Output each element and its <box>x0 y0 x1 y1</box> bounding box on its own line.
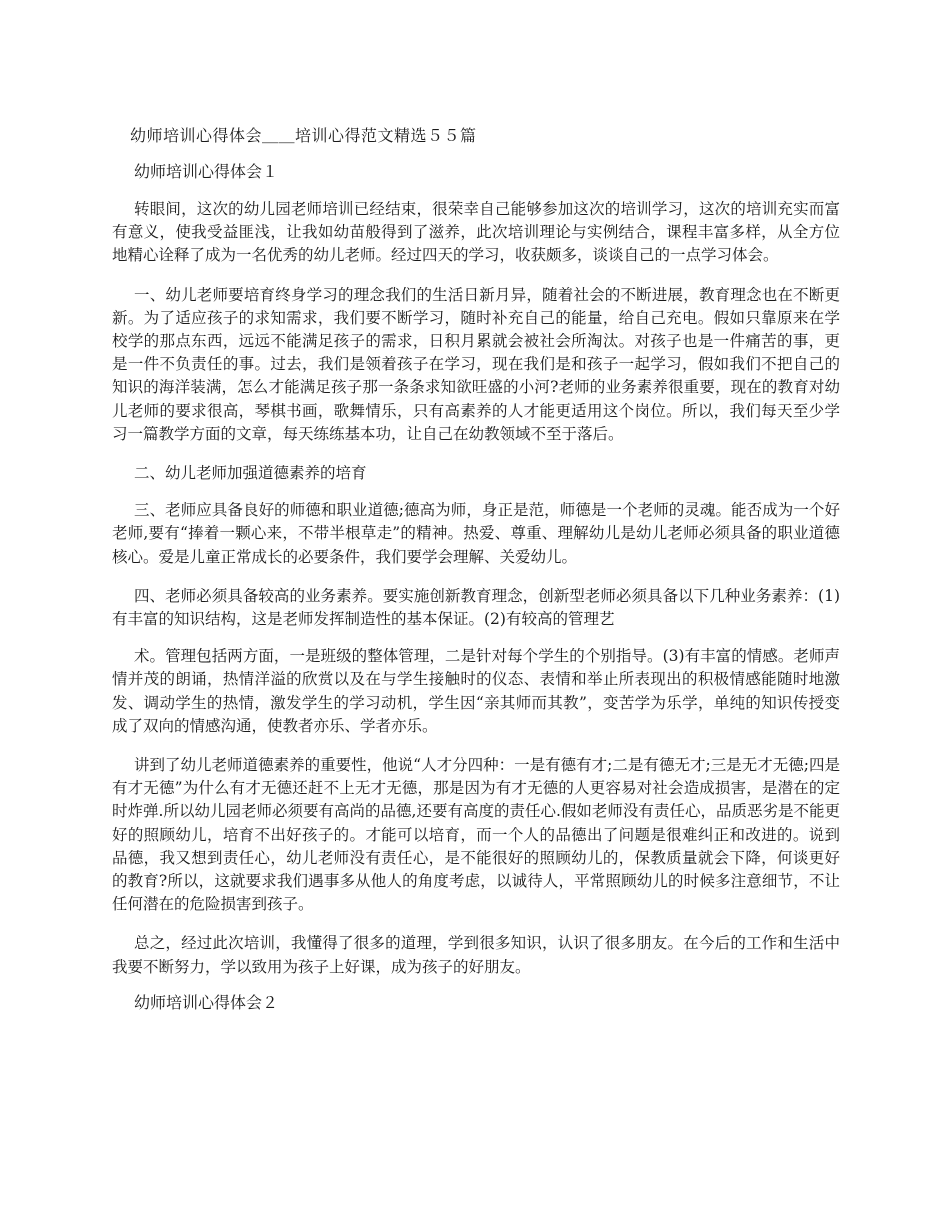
paragraph-point-2: 二、幼儿老师加强道德素养的培育 <box>134 464 367 483</box>
paragraph-conclusion: 总之，经过此次培训，我懂得了很多的道理，学到很多知识，认识了很多朋友。在今后的工作和生活中我要不断努力，学以致用为孩子上好课，成为孩子的好朋友。 <box>112 934 840 976</box>
section-heading-2: 幼师培训心得体会２ <box>134 992 279 1012</box>
document-title: 幼师培训心得体会＿＿培训心得范文精选５５篇 <box>130 126 477 145</box>
paragraph-point-4: 四、老师必须具备较高的业务素养。要实施创新教育理念，创新型老师必须具备以下几种业务素养：(1)有丰富的知识结构，这是老师发挥制造性的基本保证。(2)有较高的管理艺 <box>112 586 840 629</box>
paragraph-point-1: 一、幼儿老师要培育终身学习的理念我们的生活日新月异，随着社会的不断进展，教育理念也在不断更新。为了适应孩子的求知需求，我们要不断学习，随时补充自己的能量，给自己充电。假如只靠原来在学校学的那点东西，远远不能满足孩子的需求，日积月累就会被社会所淘汰。对孩子也是一件痛苦的事，更是一件不负责任的事。过去，我们是领着孩子在学习，现在我们是和孩子一起学习，假如我们不把自己的知识的海洋装满，怎么才能满足孩子那一条条求知欲旺盛的小河?老师的业务素养很重要，现在的教育对幼儿老师的要求很高，琴棋书画，歌舞情乐，只有高素养的人才能更适用这个岗位。所以，我们每天至少学习一篇教学方面的文章，每天练练基本功，让自己在幼教领域不至于落后。 <box>112 285 840 443</box>
paragraph-point-4-continued: 术。管理包括两方面，一是班级的整体管理，二是针对每个学生的个别指导。(3)有丰富的情感。老师声情并茂的朗诵，热情洋溢的欣赏以及在与学生接触时的仪态、表情和举止所表现出的积极情感能随时地激发、调动学生的热情，激发学生的学习动机，学生因“亲其师而其教”，变苦学为乐学，单纯的知识传授变成了双向的情感沟通，使教者亦乐、学者亦乐。 <box>112 647 840 735</box>
paragraph-point-3: 三、老师应具备良好的师德和职业道德;德高为师，身正是范，师德是一个老师的灵魂。能否成为一个好老师,要有“捧着一颗心来，不带半根草走”的精神。热爱、尊重、理解幼儿是幼儿老师必须具备的职业道德核心。爱是儿童正常成长的必要条件，我们要学会理解、关爱幼儿。 <box>112 501 840 566</box>
paragraph-morality: 讲到了幼儿老师道德素养的重要性，他说“人才分四种：一是有德有才;二是有德无才;三是无才无德;四是有才无德”为什么有才无德还赶不上无才无德，那是因为有才无德的人更容易对社会造成损害，是潜在的定时炸弹.所以幼儿园老师必须要有高尚的品德,还要有高度的责任心.假如老师没有责任心，品质恶劣是不能更好的照顾幼儿，培育不出好孩子的。才能可以培育，而一个人的品德出了问题是很难纠正和改进的。说到品德，我又想到责任心，幼儿老师没有责任心，是不能很好的照顾幼儿的，保教质量就会下降，何谈更好的教育?所以，这就要求我们遇事多从他人的角度考虑，以诚待人，平常照顾幼儿的时候多注意细节，不让任何潜在的危险损害到孩子。 <box>112 756 840 914</box>
section-heading-1: 幼师培训心得体会１ <box>134 162 279 181</box>
document-page <box>112 124 840 1029</box>
paragraph-intro: 转眼间，这次的幼儿园老师培训已经结束，很荣幸自己能够参加这次的培训学习，这次的培训充实而富有意义，使我受益匪浅，让我如幼苗般得到了滋养，此次培训理论与实例结合，课程丰富多样，从全方位地精心诠释了成为一名优秀的幼儿老师。经过四天的学习，收获颇多，谈谈自己的一点学习体会。 <box>112 200 840 265</box>
